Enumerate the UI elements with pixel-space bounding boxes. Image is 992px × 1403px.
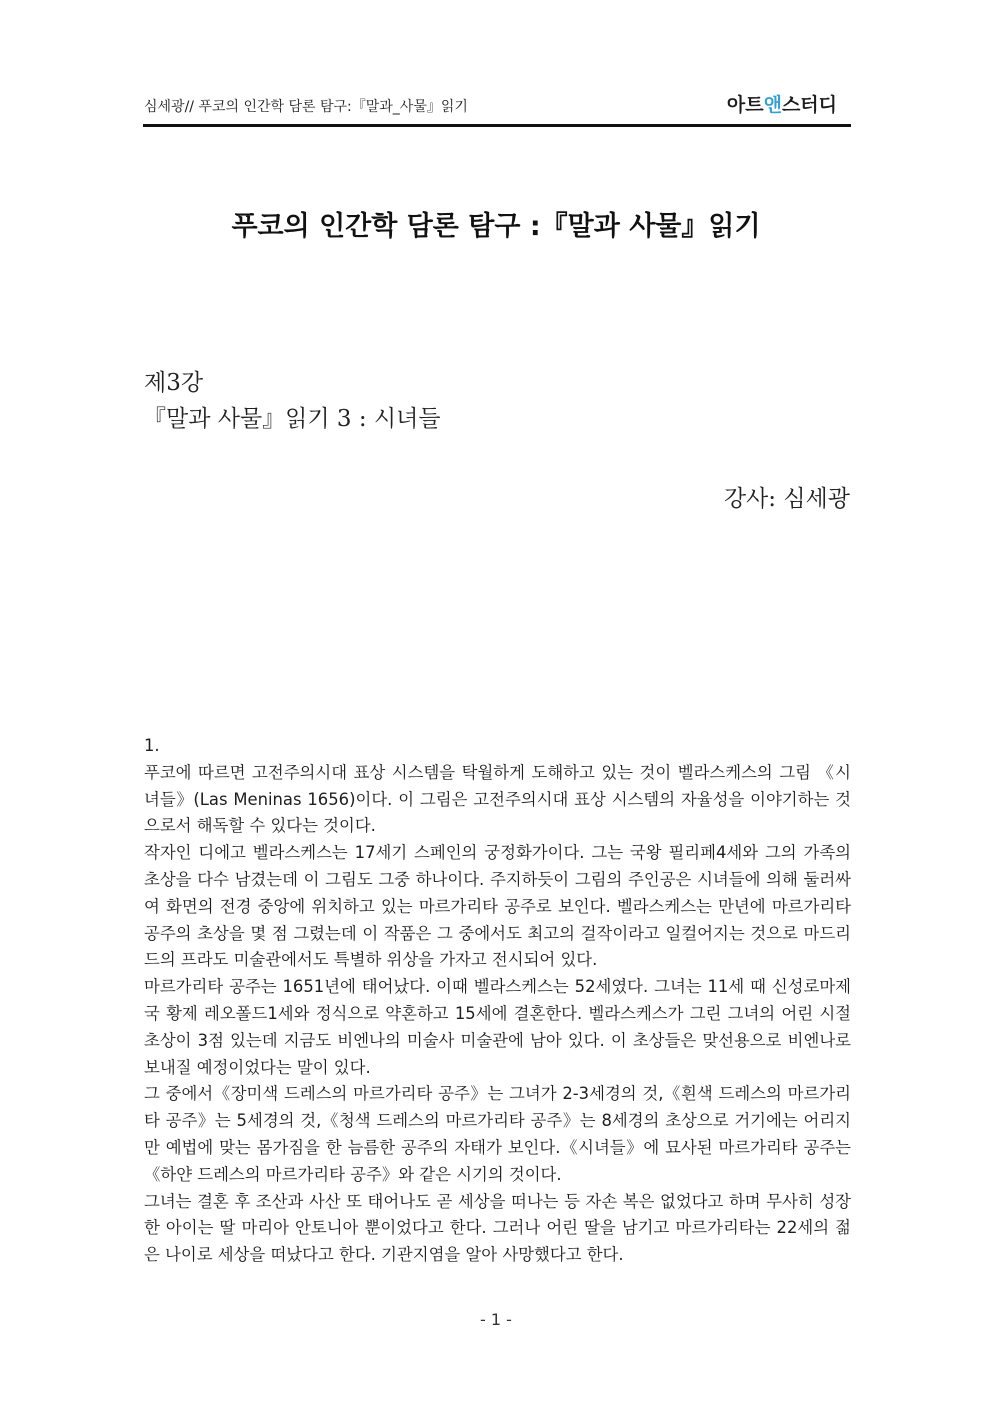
paragraph: 푸코에 따르면 고전주의시대 표상 시스템을 탁월하게 도해하고 있는 것이 벨라스케스의 그림 《시녀들》(Las Meninas 1656)이다. 이 그림은 고전주의시대 표상 시스템의 자율성을 이야기하는 것으로서 해독할 수 있다는 것이다. [144,762,851,836]
body-text [144,733,851,1269]
paragraph: 마르가리타 공주는 1651년에 태어났다. 이때 벨라스케스는 52세였다. 그녀는 11세 때 신성로마제국 황제 레오폴드1세와 정식으로 약혼하고 15세에 결혼한다. 벨라스케스가 그린 그녀의 어린 시절 초상이 3점 있는데 지금도 비엔나의 미술사 미술관에 남아 있다. 이 초상들은 맞선용으로 비엔나로 보내질 예정이었다는 말이 있다. [144,977,851,1077]
lecture-number: 제3강 [144,370,204,396]
document-title: 푸코의 인간학 담론 탐구 :『말과 사물』읽기 [231,211,761,242]
logo-text-accent: 앤 [763,94,782,116]
lecturer-name: 강사: 심세광 [723,486,850,512]
paragraph: 그녀는 결혼 후 조산과 사산 또 태어나도 곧 세상을 떠나는 등 자손 복은 없었다고 하며 무사히 성장한 아이는 딸 마리아 안토니아 뿐이었다고 한다. 그러나 어린 딸을 남기고 마르가리타는 22세의 젊은 나이로 세상을 떠났다고 한다. 기관지염을 알아 사망했다고 한다. [144,1191,851,1265]
section-number: 1. [144,736,160,755]
logo-text-part3: 스터디 [781,94,837,116]
header-running-title: 심세광// 푸코의 인간학 담론 탐구:『말과_사물』읽기 [144,99,468,115]
page-header [143,88,851,127]
paragraph: 그 중에서《장미색 드레스의 마르가리타 공주》는 그녀가 2-3세경의 것,《흰색 드레스의 마르가리타 공주》는 5세경의 것,《청색 드레스의 마르가리타 공주》는 8세경의 초상으로 거기에는 어리지만 예법에 맞는 몸가짐을 한 늠름한 공주의 자태가 보인다.《시녀들》에 묘사된 마르가리타 공주는《하얀 드레스의 마르가리타 공주》와 같은 시기의 것이다. [144,1084,851,1184]
publisher-logo [727,90,837,117]
paragraph: 작자인 디에고 벨라스케스는 17세기 스페인의 궁정화가이다. 그는 국왕 필리페4세와 그의 가족의 초상을 다수 남겼는데 이 그림도 그중 하나이다. 주지하듯이 그림의 주인공은 시녀들에 의해 둘러싸여 화면의 전경 중앙에 위치하고 있는 마르가리타 공주로 보인다. 벨라스케스는 만년에 마르가리타 공주의 초상을 몇 점 그렸는데 이 작품은 그 중에서도 최고의 걸작이라고 일컬어지는 것으로 마드리드의 프라도 미술관에서도 특별하 위상을 가자고 전시되어 있다. [144,843,851,970]
lecture-subtitle: 『말과 사물』읽기 3 : 시녀들 [143,406,441,432]
page-number: - 1 - [480,1310,512,1329]
logo-text-part1: 아트 [726,94,764,116]
